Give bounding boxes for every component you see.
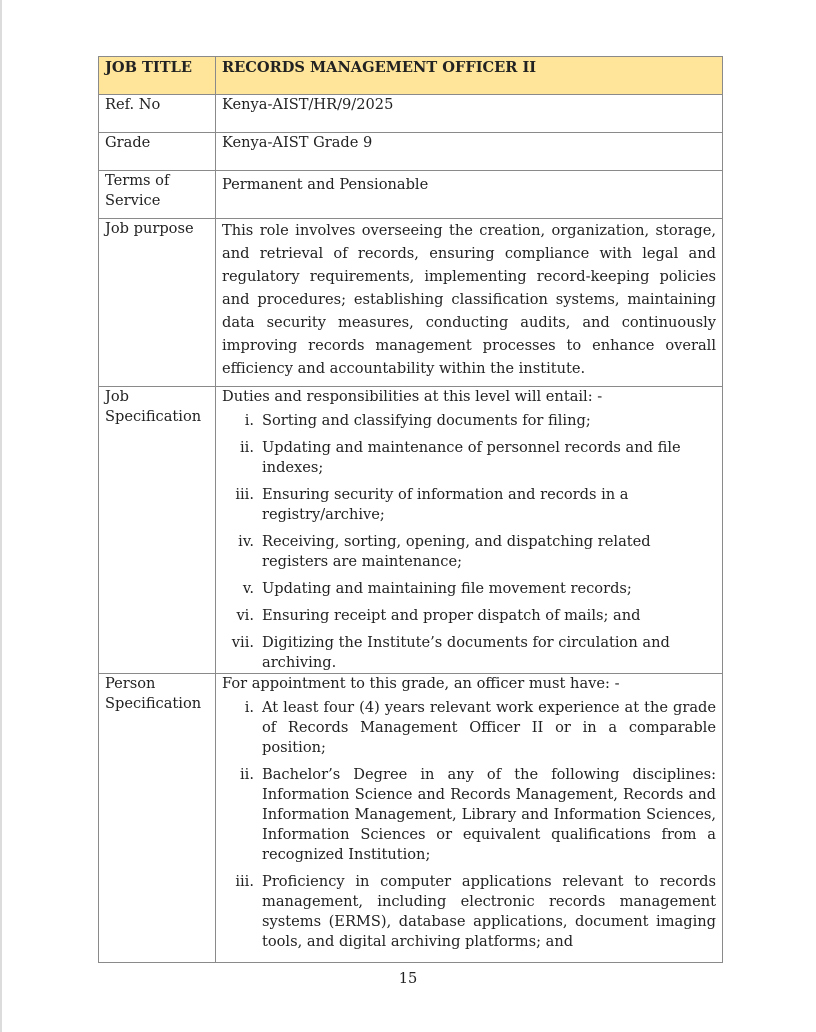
- job-spec-label-line1: Job: [105, 388, 129, 405]
- person-spec-label-line1: Person: [105, 675, 156, 692]
- list-item-number: iii.: [235, 486, 254, 503]
- list-item: [222, 438, 716, 478]
- list-item-text: Sorting and classifying documents for filing;: [262, 412, 591, 429]
- job-spec-intro: Duties and responsibilities at this level will entail: -: [222, 388, 603, 405]
- list-item: [222, 485, 716, 525]
- list-item: [222, 606, 716, 626]
- list-item: [222, 411, 716, 431]
- job-title-label-cell: [99, 57, 216, 95]
- ref-value: Kenya-AIST/HR/9/2025: [216, 95, 723, 133]
- table-row: [99, 219, 723, 387]
- job-title-value-cell: [216, 57, 723, 95]
- person-spec-value-cell: [216, 674, 723, 963]
- list-item-text: Bachelor’s Degree in any of the following disciplines: Information Science and Records Management, Records and Information Management, Library and Information Sciences, Information Sciences or equivalent qualifications from a recognized Institution;: [262, 766, 716, 863]
- list-item-text: Proficiency in computer applications relevant to records management, including electronic records management systems (ERMS), database applications, document imaging tools, and digital archiving platforms; and: [262, 873, 716, 950]
- list-item: [222, 532, 716, 572]
- list-item: [222, 765, 716, 865]
- job-spec-label-line2: Specification: [105, 408, 202, 425]
- list-item: [222, 633, 716, 673]
- list-item-text: Ensuring security of information and records in a registry/archive;: [262, 486, 629, 523]
- page-edge: [0, 0, 2, 1032]
- terms-value: Permanent and Pensionable: [222, 176, 429, 193]
- person-spec-label-cell: [99, 674, 216, 963]
- list-item-number: vii.: [231, 634, 254, 651]
- table-row: [99, 133, 723, 171]
- list-item: [222, 872, 716, 952]
- page-number: 15: [398, 970, 418, 987]
- list-item-text: At least four (4) years relevant work experience at the grade of Records Management Officer II or in a comparable position;: [262, 699, 716, 756]
- list-item-number: ii.: [240, 766, 254, 783]
- list-item-number: iv.: [238, 533, 254, 550]
- list-item-text: Ensuring receipt and proper dispatch of mails; and: [262, 607, 641, 624]
- duties-list: [222, 411, 716, 673]
- purpose-value: This role involves overseeing the creation, organization, storage, and retrieval of records, ensuring compliance with legal and regulatory requirements, implementing record-keeping policies and procedures; establishing classification systems, maintaining data security measures, conducting audits, and continuously improving records management processes to enhance overall efficiency and accountability within the institute.: [216, 219, 723, 387]
- purpose-label: Job purpose: [99, 219, 216, 387]
- list-item-text: Receiving, sorting, opening, and dispatching related registers are maintenance;: [262, 533, 651, 570]
- list-item-text: Updating and maintenance of personnel records and file indexes;: [262, 439, 681, 476]
- list-item-number: i.: [244, 699, 254, 716]
- list-item-text: Updating and maintaining file movement records;: [262, 580, 632, 597]
- terms-label-line1: Terms of: [105, 172, 170, 189]
- ref-label: Ref. No: [99, 95, 216, 133]
- terms-value-cell: [216, 171, 723, 219]
- table-header-row: [99, 57, 723, 95]
- list-item-number: v.: [242, 580, 254, 597]
- job-spec-label-cell: [99, 387, 216, 674]
- terms-label-line2: Service: [105, 192, 161, 209]
- person-spec-label-line2: Specification: [105, 695, 202, 712]
- table-row: [99, 387, 723, 674]
- requirements-list: [222, 698, 716, 952]
- job-title-value: RECORDS MANAGEMENT OFFICER II: [222, 59, 537, 76]
- list-item-number: vi.: [236, 607, 254, 624]
- person-spec-intro: For appointment to this grade, an officer must have: -: [222, 675, 620, 692]
- job-spec-value-cell: [216, 387, 723, 674]
- list-item-number: ii.: [240, 439, 254, 456]
- table-row: [99, 95, 723, 133]
- grade-value: Kenya-AIST Grade 9: [216, 133, 723, 171]
- list-item-number: i.: [244, 412, 254, 429]
- list-item-text: Digitizing the Institute’s documents for circulation and archiving.: [262, 634, 670, 671]
- job-description-table: [98, 56, 723, 963]
- list-item-number: iii.: [235, 873, 254, 890]
- table-row: [99, 171, 723, 219]
- list-item: [222, 579, 716, 599]
- list-item: [222, 698, 716, 758]
- terms-label-cell: [99, 171, 216, 219]
- grade-label: Grade: [99, 133, 216, 171]
- table-row: [99, 674, 723, 963]
- job-title-label: JOB TITLE: [105, 59, 192, 76]
